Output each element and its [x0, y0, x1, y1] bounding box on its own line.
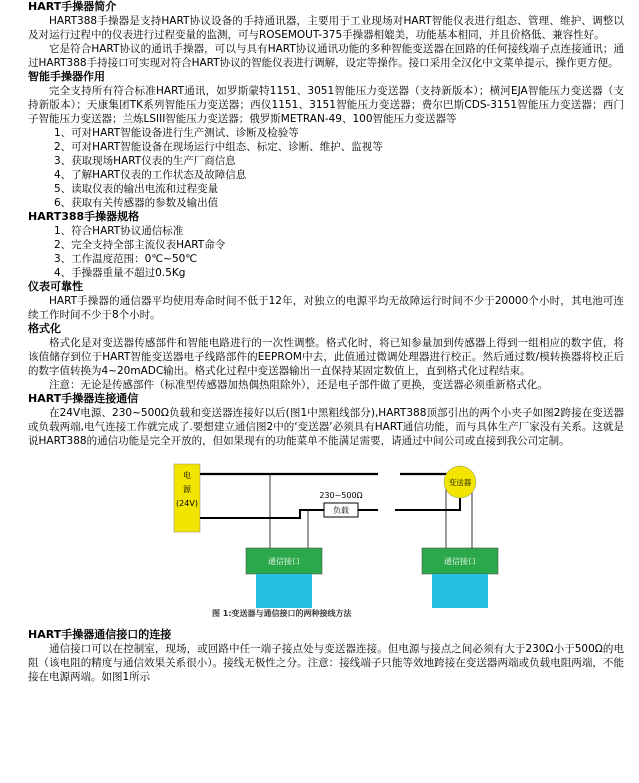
section-heading: 格式化 [28, 322, 61, 335]
transmitter-label: 变送器 [448, 478, 472, 487]
paragraph: HART手操器的通信器平均使用寿命时间不低于12年，对独立的电源平均无故障运行时间不少于20000个小时，其电池可连续工作时间不少于8个小时。 [28, 295, 624, 321]
paragraph: 在24V电源、230~500Ω负载和变送器连接好以后(图1中黑粗线部分),HART388顶部引出的两个小夹子如图2跨接在变送器或负载两端,电气连接工作就完成了.要想建立通信图2中的‘变送器’必须具有HART通信功能，而与具体生产厂家没有关系。这就是说HART388的通信功能是完全开放的，但如果现有的功能菜单不能满足需要，请通过中间公司或直接到我公司定制。 [28, 407, 624, 447]
list-item: 1、可对HART智能设备进行生产测试、诊断及检验等 [54, 127, 299, 139]
comm-port-right-label: 通信接口 [444, 557, 476, 566]
list-item: 6、获取有关传感器的参数及输出值 [54, 197, 219, 209]
paragraph: 它是符合HART协议的通讯手操器，可以与具有HART协议通讯功能的多种智能变送器在回路的任何接线端子点连接通讯；通过HART388手持接口可实现对符合HART协议的智能仪表进行调解，设定等操作。接口采用全汉化中文菜单提示，操作更方便。 [28, 43, 624, 69]
device-base-left [256, 574, 312, 608]
section-heading: 仪表可靠性 [28, 280, 83, 293]
comm-port-left-label: 通信接口 [268, 557, 300, 566]
list-item: 2、可对HART智能设备在现场运行中组态、标定、诊断、维护、监视等 [54, 141, 383, 153]
section-heading: 智能手操器作用 [28, 70, 105, 83]
section-heading: HART手操器通信接口的连接 [28, 628, 172, 641]
document [28, 0, 624, 684]
power-supply-label: 电源(24V) [176, 471, 198, 508]
list-item: 3、工作温度范围：0℃~50℃ [54, 253, 198, 265]
section-heading: HART388手操器规格 [28, 210, 140, 223]
list-item: 5、读取仪表的输出电流和过程变量 [54, 183, 219, 195]
device-base-right [432, 574, 488, 608]
figure-caption: 图 1:变送器与通信接口的两种接线方法 [212, 609, 352, 618]
left-lower-wire [200, 510, 324, 518]
wiring-diagram [170, 454, 560, 624]
paragraph: 通信接口可以在控制室，现场，或回路中任一端子接点处与变送器连接。但电源与接点之间必须有大于230Ω小于500Ω的电阻（该电阻的精度与通信效果关系很小）。接线无极性之分。注意：接线端子只能等效地跨接在变送器两端或负载电阻两端，不能接在电源两端。如图1所示 [28, 643, 624, 683]
list-item: 4、了解HART仪表的工作状态及故障信息 [54, 169, 247, 181]
section-heading: HART手操器简介 [28, 0, 117, 13]
paragraph: 格式化是对变送器传感部件和智能电路进行的一次性调整。格式化时，将已知参量加到传感器上得到一组相应的数字值，将该值储存到位于HART智能变送器电子线路部件的EEPROM中去，此值通过微调处理器进行校正。然后通过数/模转换器将校正后的数字值转换为4~20mADC输出。格式化过程中变送器输出一直保持某固定数值上，直到格式化过程结束。 [28, 337, 624, 377]
paragraph: 注意：无论是传感部件（标准型传感器加热偶热阻除外），还是电子部件做了更换，变送器必须重新格式化。 [49, 379, 548, 391]
wiring-diagram-svg [170, 454, 560, 624]
list-item: 3、获取现场HART仪表的生产厂商信息 [54, 155, 236, 167]
load-label: 负载 [333, 506, 349, 515]
list-item: 2、完全支持全部主流仪表HART命令 [54, 239, 226, 251]
list-item: 4、手操器重量不超过0.5Kg [54, 267, 186, 279]
paragraph: HART388手操器是支持HART协议设备的手持通讯器，主要用于工业现场对HART智能仪表进行组态、管理、维护、调整以及对运行过程中的仪表进行过程变量的监测，可与ROSEMOUT-375手操器相媲美，功能基本相同，并且价格低、兼容性好。 [28, 15, 624, 41]
section-heading: HART手操器连接通信 [28, 392, 139, 405]
paragraph: 完全支持所有符合标准HART通讯，如罗斯蒙特1151、3051智能压力变送器（支持新版本）；横河EJA智能压力变送器（支持新版本）；天康集团TK系列智能压力变送器；西仪1151、3151智能压力变送器；费尔巴斯CDS-3151智能压力变送器；西门子智能压力变送器；兰炼LSIII智能压力变送器；俄罗斯METRAN-49、100智能压力变送器等 [28, 85, 624, 125]
resistor-range-label: 230~500Ω [319, 491, 363, 500]
list-item: 1、符合HART协议通信标准 [54, 225, 184, 237]
